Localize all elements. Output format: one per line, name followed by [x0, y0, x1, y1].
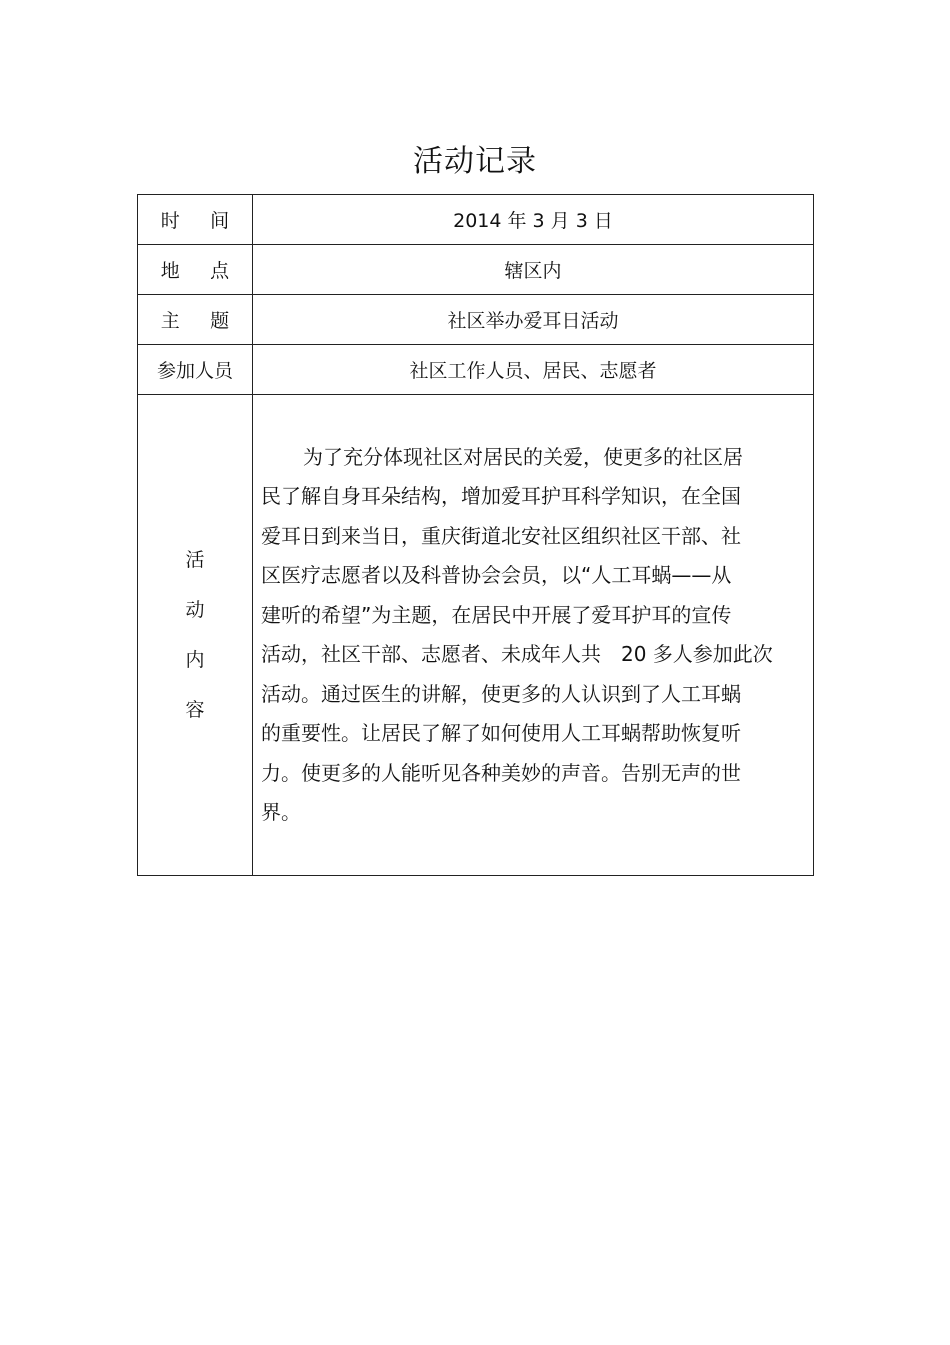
content-line: 的重要性。让居民了解了如何使用人工耳蜗帮助恢复听 — [261, 721, 741, 745]
content-line: 建听的希望”为主题，在居民中开展了爱耳护耳的宣传 — [261, 602, 732, 627]
row-value-content — [253, 395, 814, 876]
row-value-participants: 社区工作人员、居民、志愿者 — [253, 345, 814, 395]
content-line: 爱耳日到来当日，重庆街道北安社区组织社区干部、社 — [261, 523, 741, 548]
row-value-location: 辖区内 — [253, 245, 814, 295]
content-line: 民了解自身耳朵结构，增加爱耳护耳科学知识，在全国 — [261, 484, 741, 508]
label-char: 容 — [185, 699, 205, 721]
table-row-participants — [138, 345, 814, 395]
content-line: 力。使更多的人能听见各种美妙的声音。告别无声的世 — [261, 760, 741, 785]
table-row-content — [138, 395, 814, 876]
content-line: 区医疗志愿者以及科普协会会员，以“人工耳蜗——从 — [261, 563, 732, 587]
content-line: 活动，社区干部、志愿者、未成年人共 20 多人参加此次 — [261, 642, 773, 666]
vertical-label — [138, 395, 252, 875]
row-label-location: 地点 — [138, 245, 253, 295]
content-paragraph — [253, 438, 806, 833]
table-row-location — [138, 245, 814, 295]
row-label-time: 时间 — [138, 195, 253, 245]
row-label-content — [138, 395, 253, 876]
content-line: 活动。通过医生的讲解，使更多的人认识到了人工耳蜗 — [261, 681, 741, 706]
content-line: 为了充分体现社区对居民的关爱，使更多的社区居 — [303, 444, 743, 469]
label-char: 活 — [185, 549, 205, 571]
row-label-participants: 参加人员 — [138, 345, 253, 395]
row-value-time: 2014 年 3 月 3 日 — [253, 195, 814, 245]
document-title: 活动记录 — [413, 144, 537, 179]
row-value-theme: 社区举办爱耳日活动 — [253, 295, 814, 345]
content-line: 界。 — [261, 800, 301, 824]
table-row-theme — [138, 295, 814, 345]
activity-record-table — [137, 194, 814, 876]
row-label-theme: 主题 — [138, 295, 253, 345]
label-char: 内 — [185, 649, 205, 671]
label-char: 动 — [185, 599, 205, 621]
table-row-time — [138, 195, 814, 245]
